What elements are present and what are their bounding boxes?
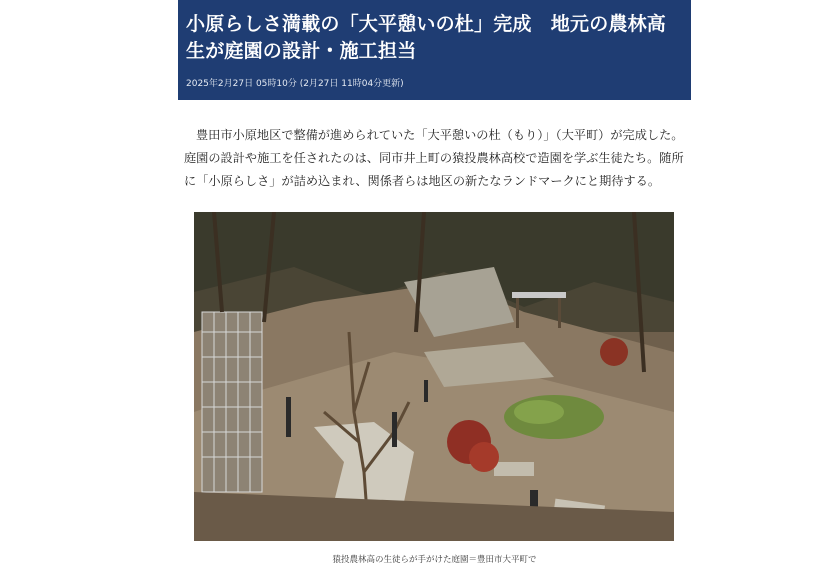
article-photo [194,212,674,541]
article-header [178,0,691,100]
article-timestamp: 2025年2月27日 05時10分 (2月27日 11時04分更新) [186,79,404,89]
article-headline: 小原らしさ満載の「大平憩いの杜」完成 地元の農林高生が庭園の設計・施工担当 [186,13,667,62]
garden-photo-illustration [194,212,674,541]
photo-caption: 猿投農林高の生徒らが手がけた庭園＝豊田市大平町で [332,555,537,565]
article [178,0,691,580]
article-lead-paragraph: 豊田市小原地区で整備が進められていた「大平憩いの杜（もり）」（大平町）が完成した。庭園の設計や施工を任されたのは、同市井上町の猿投農林高校で造園を学ぶ生徒たち。随所に「小原らしさ」が詰め込まれ、関係者らは地区の新たなランドマークにと期待する。 [184,128,684,188]
